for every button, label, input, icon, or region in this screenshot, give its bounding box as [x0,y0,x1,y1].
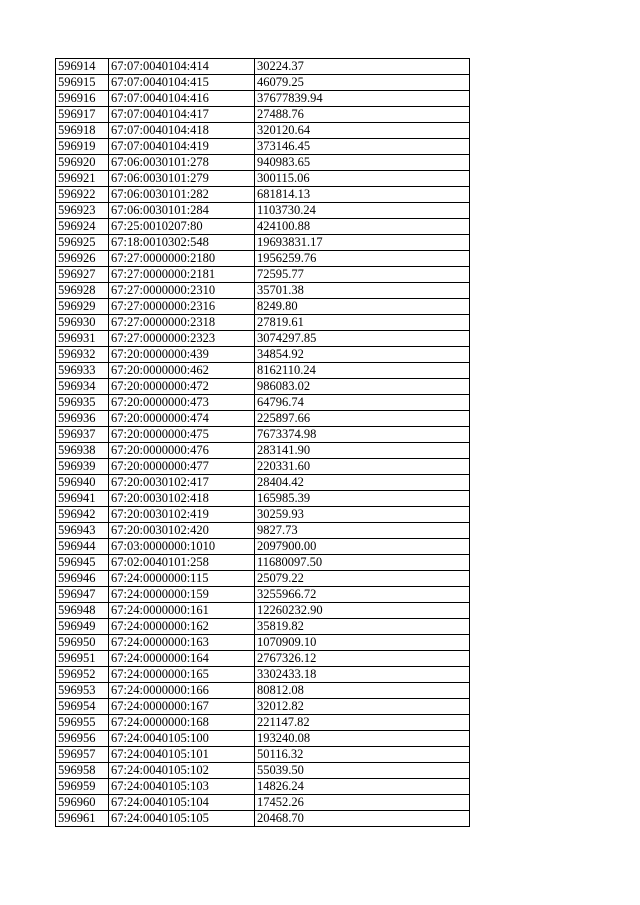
table-row [56,75,470,91]
cadastral-code-cell: 67:27:0000000:2180 [109,251,255,267]
row-id-cell: 596922 [56,187,109,203]
amount-cell: 30259.93 [255,507,470,523]
cadastral-code-cell: 67:24:0000000:165 [109,667,255,683]
table-row [56,299,470,315]
cadastral-code-cell: 67:06:0030101:284 [109,203,255,219]
row-id-cell: 596934 [56,379,109,395]
cadastral-code-cell: 67:27:0000000:2318 [109,315,255,331]
row-id-cell: 596918 [56,123,109,139]
row-id-cell: 596921 [56,171,109,187]
amount-cell: 30224.37 [255,59,470,75]
amount-cell: 25079.22 [255,571,470,587]
cadastral-code-cell: 67:20:0000000:474 [109,411,255,427]
amount-cell: 64796.74 [255,395,470,411]
table-row [56,555,470,571]
row-id-cell: 596919 [56,139,109,155]
row-id-cell: 596944 [56,539,109,555]
table-row [56,91,470,107]
cadastral-code-cell: 67:07:0040104:415 [109,75,255,91]
row-id-cell: 596917 [56,107,109,123]
row-id-cell: 596957 [56,747,109,763]
amount-cell: 681814.13 [255,187,470,203]
amount-cell: 50116.32 [255,747,470,763]
row-id-cell: 596947 [56,587,109,603]
table-row [56,187,470,203]
amount-cell: 72595.77 [255,267,470,283]
table-row [56,699,470,715]
amount-cell: 373146.45 [255,139,470,155]
cadastral-code-cell: 67:03:0000000:1010 [109,539,255,555]
cadastral-code-cell: 67:20:0000000:475 [109,427,255,443]
cadastral-code-cell: 67:20:0030102:420 [109,523,255,539]
amount-cell: 193240.08 [255,731,470,747]
row-id-cell: 596948 [56,603,109,619]
cadastral-code-cell: 67:20:0000000:477 [109,459,255,475]
amount-cell: 9827.73 [255,523,470,539]
table-row [56,59,470,75]
table-row [56,635,470,651]
amount-cell: 12260232.90 [255,603,470,619]
table-row [56,219,470,235]
amount-cell: 165985.39 [255,491,470,507]
amount-cell: 8249.80 [255,299,470,315]
table-row [56,763,470,779]
cadastral-code-cell: 67:24:0040105:101 [109,747,255,763]
amount-cell: 1103730.24 [255,203,470,219]
table-row [56,779,470,795]
amount-cell: 283141.90 [255,443,470,459]
amount-cell: 34854.92 [255,347,470,363]
cadastral-code-cell: 67:20:0030102:419 [109,507,255,523]
amount-cell: 27819.61 [255,315,470,331]
cadastral-code-cell: 67:24:0000000:168 [109,715,255,731]
row-id-cell: 596946 [56,571,109,587]
amount-cell: 1070909.10 [255,635,470,651]
row-id-cell: 596920 [56,155,109,171]
amount-cell: 2097900.00 [255,539,470,555]
cadastral-code-cell: 67:20:0000000:462 [109,363,255,379]
row-id-cell: 596954 [56,699,109,715]
row-id-cell: 596916 [56,91,109,107]
amount-cell: 3302433.18 [255,667,470,683]
table-row [56,651,470,667]
cadastral-code-cell: 67:24:0000000:163 [109,635,255,651]
row-id-cell: 596929 [56,299,109,315]
table-row [56,443,470,459]
amount-cell: 11680097.50 [255,555,470,571]
table-row [56,235,470,251]
table-row [56,603,470,619]
amount-cell: 940983.65 [255,155,470,171]
cadastral-code-cell: 67:27:0000000:2181 [109,267,255,283]
amount-cell: 32012.82 [255,699,470,715]
row-id-cell: 596927 [56,267,109,283]
amount-cell: 27488.76 [255,107,470,123]
table-row [56,811,470,827]
cadastral-code-cell: 67:20:0000000:473 [109,395,255,411]
table-row [56,283,470,299]
table-row [56,731,470,747]
amount-cell: 220331.60 [255,459,470,475]
row-id-cell: 596938 [56,443,109,459]
table-row [56,475,470,491]
cadastral-code-cell: 67:07:0040104:418 [109,123,255,139]
cadastral-code-cell: 67:24:0000000:167 [109,699,255,715]
cadastral-code-cell: 67:24:0040105:100 [109,731,255,747]
cadastral-code-cell: 67:20:0030102:417 [109,475,255,491]
amount-cell: 35819.82 [255,619,470,635]
table-row [56,331,470,347]
amount-cell: 7673374.98 [255,427,470,443]
cadastral-code-cell: 67:24:0040105:104 [109,795,255,811]
row-id-cell: 596926 [56,251,109,267]
table-row [56,459,470,475]
amount-cell: 55039.50 [255,763,470,779]
table-row [56,539,470,555]
cadastral-code-cell: 67:07:0040104:417 [109,107,255,123]
row-id-cell: 596941 [56,491,109,507]
amount-cell: 300115.06 [255,171,470,187]
table-row [56,107,470,123]
table-row [56,571,470,587]
row-id-cell: 596943 [56,523,109,539]
row-id-cell: 596914 [56,59,109,75]
table-row [56,203,470,219]
cadastral-code-cell: 67:24:0000000:161 [109,603,255,619]
table-row [56,139,470,155]
row-id-cell: 596936 [56,411,109,427]
table-row [56,315,470,331]
amount-cell: 37677839.94 [255,91,470,107]
cadastral-code-cell: 67:06:0030101:282 [109,187,255,203]
amount-cell: 17452.26 [255,795,470,811]
table-row [56,747,470,763]
amount-cell: 424100.88 [255,219,470,235]
cadastral-code-cell: 67:24:0000000:115 [109,571,255,587]
cadastral-code-cell: 67:27:0000000:2310 [109,283,255,299]
table-row [56,395,470,411]
table-row [56,523,470,539]
cadastral-code-cell: 67:24:0000000:162 [109,619,255,635]
row-id-cell: 596924 [56,219,109,235]
table-row [56,667,470,683]
cadastral-code-cell: 67:07:0040104:416 [109,91,255,107]
row-id-cell: 596931 [56,331,109,347]
row-id-cell: 596959 [56,779,109,795]
cadastral-code-cell: 67:20:0000000:472 [109,379,255,395]
cadastral-code-cell: 67:20:0000000:476 [109,443,255,459]
table-row [56,715,470,731]
table-row [56,123,470,139]
cadastral-code-cell: 67:02:0040101:258 [109,555,255,571]
row-id-cell: 596955 [56,715,109,731]
amount-cell: 1956259.76 [255,251,470,267]
amount-cell: 3255966.72 [255,587,470,603]
table-row [56,619,470,635]
row-id-cell: 596940 [56,475,109,491]
table-body [56,59,470,827]
table-row [56,347,470,363]
row-id-cell: 596950 [56,635,109,651]
amount-cell: 14826.24 [255,779,470,795]
row-id-cell: 596949 [56,619,109,635]
table-row [56,427,470,443]
cadastral-code-cell: 67:27:0000000:2316 [109,299,255,315]
table-row [56,795,470,811]
cadastral-code-cell: 67:24:0040105:105 [109,811,255,827]
amount-cell: 221147.82 [255,715,470,731]
row-id-cell: 596937 [56,427,109,443]
cadastral-code-cell: 67:27:0000000:2323 [109,331,255,347]
table-row [56,587,470,603]
table-row [56,267,470,283]
row-id-cell: 596933 [56,363,109,379]
amount-cell: 35701.38 [255,283,470,299]
table-row [56,379,470,395]
amount-cell: 3074297.85 [255,331,470,347]
cadastral-code-cell: 67:20:0030102:418 [109,491,255,507]
row-id-cell: 596951 [56,651,109,667]
cadastral-code-cell: 67:24:0040105:102 [109,763,255,779]
cadastral-code-cell: 67:24:0000000:166 [109,683,255,699]
table-row [56,491,470,507]
cadastral-code-cell: 67:24:0040105:103 [109,779,255,795]
cadastral-code-cell: 67:24:0000000:159 [109,587,255,603]
amount-cell: 19693831.17 [255,235,470,251]
row-id-cell: 596915 [56,75,109,91]
row-id-cell: 596945 [56,555,109,571]
amount-cell: 8162110.24 [255,363,470,379]
amount-cell: 20468.70 [255,811,470,827]
row-id-cell: 596953 [56,683,109,699]
cadastral-code-cell: 67:24:0000000:164 [109,651,255,667]
cadastral-code-cell: 67:20:0000000:439 [109,347,255,363]
row-id-cell: 596928 [56,283,109,299]
row-id-cell: 596960 [56,795,109,811]
row-id-cell: 596952 [56,667,109,683]
table-row [56,171,470,187]
row-id-cell: 596956 [56,731,109,747]
amount-cell: 2767326.12 [255,651,470,667]
row-id-cell: 596923 [56,203,109,219]
table-row [56,155,470,171]
row-id-cell: 596932 [56,347,109,363]
table-row [56,251,470,267]
row-id-cell: 596942 [56,507,109,523]
cadastral-code-cell: 67:07:0040104:414 [109,59,255,75]
row-id-cell: 596939 [56,459,109,475]
cadastral-code-cell: 67:07:0040104:419 [109,139,255,155]
row-id-cell: 596930 [56,315,109,331]
table-row [56,363,470,379]
amount-cell: 46079.25 [255,75,470,91]
row-id-cell: 596958 [56,763,109,779]
cadastral-code-cell: 67:06:0030101:278 [109,155,255,171]
cadastral-code-cell: 67:06:0030101:279 [109,171,255,187]
amount-cell: 80812.08 [255,683,470,699]
amount-cell: 320120.64 [255,123,470,139]
amount-cell: 225897.66 [255,411,470,427]
row-id-cell: 596961 [56,811,109,827]
cadastral-code-cell: 67:25:0010207:80 [109,219,255,235]
cadastral-code-cell: 67:18:0010302:548 [109,235,255,251]
row-id-cell: 596925 [56,235,109,251]
data-table [55,58,470,827]
table-row [56,683,470,699]
table-row [56,411,470,427]
amount-cell: 986083.02 [255,379,470,395]
amount-cell: 28404.42 [255,475,470,491]
table-row [56,507,470,523]
row-id-cell: 596935 [56,395,109,411]
